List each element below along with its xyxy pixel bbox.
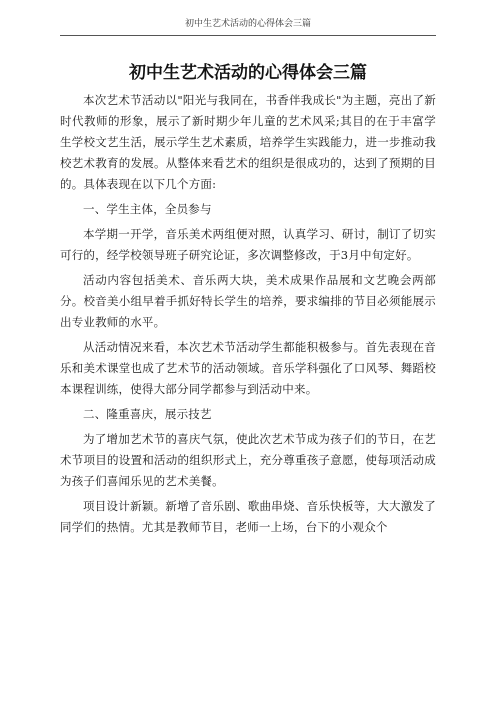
paragraph-planning: 本学期一开学，音乐美术两组便对照，认真学习、研讨，制订了切实可行的，经学校领导班子研究论证，多次调整修改，于3月中旬定好。 [60, 227, 436, 262]
paragraph-atmosphere: 为了增加艺术节的喜庆气氛，使此次艺术节成为孩子们的节日，在艺术节项目的设置和活动的组织形式上，充分尊重孩子意愿，使每项活动成为孩子们喜闻乐见的艺术美餐。 [60, 432, 436, 488]
document-body [60, 62, 436, 542]
section-heading-2: 二、隆重喜庆，展示技艺 [83, 407, 212, 421]
paragraph-participation: 从活动情况来看，本次艺术节活动学生都能积极参与。首先表现在音乐和美术课堂也成了艺术节的活动领域。音乐学科强化了口风琴、舞蹈校本课程训练，使得大部分同学都参与到活动中来。 [60, 340, 436, 396]
document-title: 初中生艺术活动的心得体会三篇 [129, 63, 367, 83]
section-heading-1: 一、学生主体，全员参与 [83, 202, 212, 216]
paragraph-intro: 本次艺术节活动以"阳光与我同在，书香伴我成长"为主题，亮出了新时代教师的形象，展示了新时期少年儿童的艺术风采;其目的在于丰富学生学校文艺生活，展示学生艺术素质，培养学生实践能力，进一步推动我校艺术教育的发展。从整体来看艺术的组织是很成功的，达到了预期的目的。具体表现在以下几个方面: [60, 93, 436, 191]
paragraph-content: 活动内容包括美术、音乐两大块，美术成果作品展和文艺晚会两部分。校音美小组早着手抓好特长学生的培养，要求编排的节目必须能展示出专业教师的水平。 [60, 273, 436, 329]
running-header: 初中生艺术活动的心得体会三篇 [60, 18, 436, 36]
paragraph-design: 项目设计新颖。新增了音乐剧、歌曲串烧、音乐快板等，大大激发了同学们的热情。尤其是教师节目，老师一上场，台下的小观众个 [60, 499, 436, 534]
